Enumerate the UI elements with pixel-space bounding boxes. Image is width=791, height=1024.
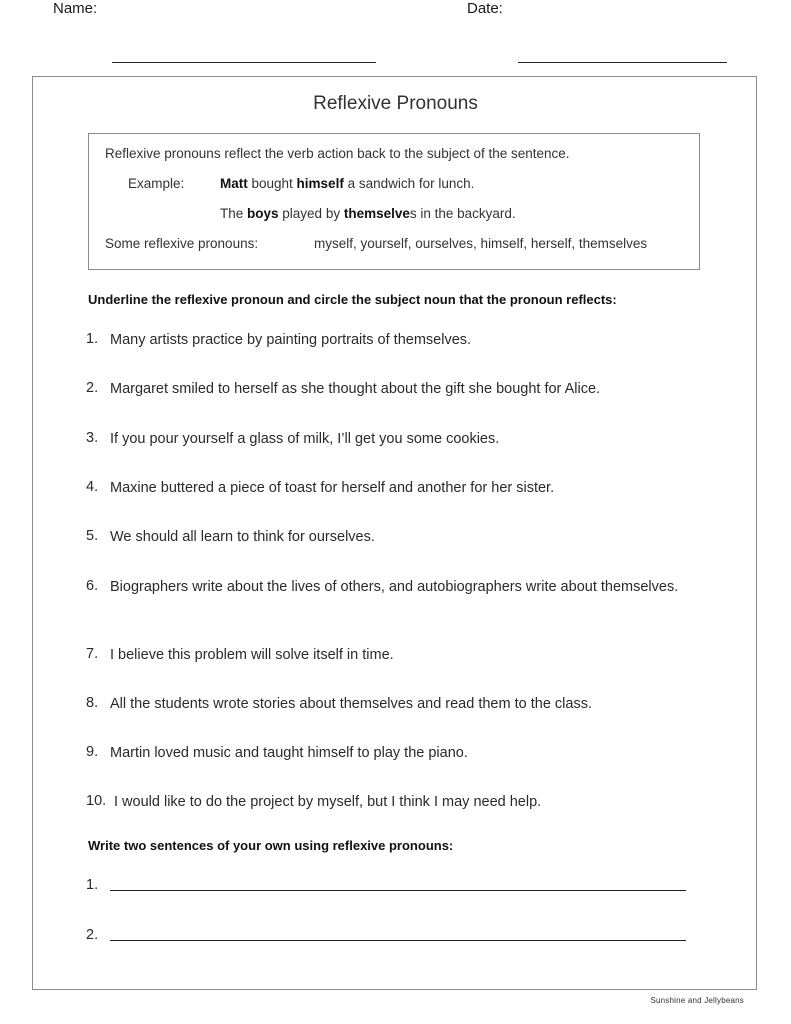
question-text: All the students wrote stories about themselves and read them to the class. — [110, 696, 592, 712]
date-label: Date: — [467, 0, 503, 17]
question-number: 3. — [86, 430, 99, 446]
question-text: I would like to do the project by myself, but I think I may need help. — [114, 794, 542, 810]
question-text: We should all learn to think for ourselves. — [110, 529, 375, 545]
example2-subject: boys — [247, 206, 279, 221]
example1-subject: Matt — [220, 176, 248, 191]
question-number: 1. — [86, 331, 99, 347]
question-number: 10. — [86, 793, 107, 809]
question-text: Martin loved music and taught himself to play the piano. — [110, 745, 468, 761]
answer-number: 2. — [86, 927, 99, 943]
question-number: 9. — [86, 744, 99, 760]
question-number: 8. — [86, 695, 99, 711]
instructions-write: Write two sentences of your own using reflexive pronouns: — [88, 838, 454, 853]
example1-pronoun: himself — [296, 176, 344, 191]
date-input-line[interactable] — [518, 62, 727, 63]
example2-rest: s in the backyard. — [409, 206, 516, 221]
example1-rest: a sandwich for lunch. — [343, 176, 475, 191]
definition-box — [88, 133, 700, 270]
answer-number: 1. — [86, 877, 99, 893]
question-number: 2. — [86, 380, 99, 396]
question-text: If you pour yourself a glass of milk, I’ll get you some cookies. — [110, 431, 500, 447]
example2-article: The — [220, 206, 248, 221]
question-number: 6. — [86, 578, 99, 594]
answer-line-1[interactable] — [110, 890, 686, 891]
some-pronouns-list: myself, yourself, ourselves, himself, herself, themselves — [314, 236, 648, 251]
question-text: Many artists practice by painting portraits of themselves. — [110, 332, 472, 348]
some-pronouns-label: Some reflexive pronouns: — [105, 236, 259, 251]
question-text: Biographers write about the lives of others, and autobiographers write about themselves. — [110, 579, 679, 595]
question-number: 4. — [86, 479, 99, 495]
question-number: 7. — [86, 646, 99, 662]
question-text: Margaret smiled to herself as she thought about the gift she bought for Alice. — [110, 381, 601, 397]
example2-pronoun: themselve — [343, 206, 410, 221]
question-number: 5. — [86, 528, 99, 544]
footer-credit: Sunshine and Jellybeans — [650, 996, 744, 1005]
example-sentence-2 — [220, 206, 516, 221]
example-label: Example: — [128, 176, 185, 191]
name-input-line[interactable] — [112, 62, 376, 63]
example1-verb: bought — [247, 176, 297, 191]
answer-line-2[interactable] — [110, 940, 686, 941]
example2-verb: played by — [278, 206, 344, 221]
question-text: I believe this problem will solve itself in time. — [110, 647, 394, 663]
name-label: Name: — [53, 0, 98, 17]
definition-text: Reflexive pronouns reflect the verb action back to the subject of the sentence. — [105, 146, 570, 161]
question-text: Maxine buttered a piece of toast for herself and another for her sister. — [110, 480, 555, 496]
example-sentence-1 — [220, 176, 474, 191]
instructions-underline: Underline the reflexive pronoun and circle the subject noun that the pronoun reflects: — [88, 292, 617, 307]
worksheet-title: Reflexive Pronouns — [313, 93, 478, 114]
